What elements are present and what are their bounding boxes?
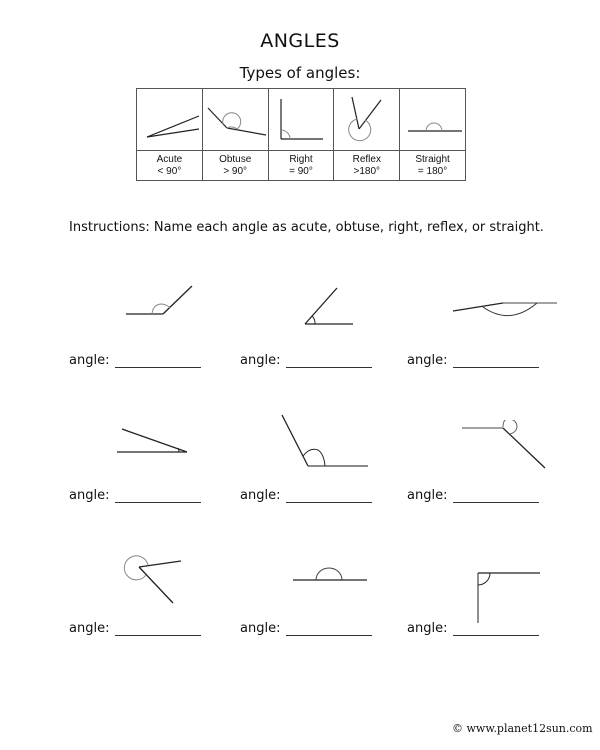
subtitle: Types of angles: xyxy=(239,64,361,82)
exercise-6-reflex-angle-figure xyxy=(460,420,555,475)
answer-field-1: angle: xyxy=(69,353,201,368)
answer-field-6: angle: xyxy=(407,488,539,503)
answer-field-7: angle: xyxy=(69,621,201,636)
answer-field-4: angle: xyxy=(69,488,201,503)
type-reflex: Reflex >180° xyxy=(334,89,400,180)
page-title: ANGLES xyxy=(260,30,340,52)
answer-field-8: angle: xyxy=(240,621,372,636)
exercise-9-right-angle-figure xyxy=(470,565,545,625)
acute-angle-icon xyxy=(137,89,203,150)
type-obtuse: Obtuse > 90° xyxy=(203,89,269,180)
answer-field-3: angle: xyxy=(407,353,539,368)
answer-field-2: angle: xyxy=(240,353,372,368)
exercise-4-acute-angle-figure xyxy=(110,420,190,460)
exercise-7-reflex-angle-figure xyxy=(120,550,190,605)
exercise-3-reflex-angle-figure xyxy=(450,290,560,320)
answer-blank[interactable] xyxy=(286,623,372,636)
answer-blank[interactable] xyxy=(453,355,539,368)
footer-copyright: © www.planet12sun.com xyxy=(452,722,593,735)
answer-field-5: angle: xyxy=(240,488,372,503)
type-acute: Acute < 90° xyxy=(137,89,203,180)
answer-blank[interactable] xyxy=(453,623,539,636)
straight-angle-icon xyxy=(400,89,466,150)
answer-blank[interactable] xyxy=(286,490,372,503)
answer-blank[interactable] xyxy=(286,355,372,368)
type-straight: Straight = 180° xyxy=(400,89,465,180)
obtuse-angle-icon xyxy=(203,89,269,150)
exercise-8-straight-angle-figure xyxy=(290,565,370,585)
answer-blank[interactable] xyxy=(453,490,539,503)
exercise-5-obtuse-angle-figure xyxy=(280,412,370,472)
right-angle-icon xyxy=(269,89,335,150)
answer-field-9: angle: xyxy=(407,621,539,636)
type-right: Right = 90° xyxy=(269,89,335,180)
exercise-1-obtuse-angle-figure xyxy=(120,280,200,320)
answer-blank[interactable] xyxy=(115,490,201,503)
answer-blank[interactable] xyxy=(115,355,201,368)
angle-types-table xyxy=(136,88,466,181)
exercise-2-acute-angle-figure xyxy=(300,285,360,330)
answer-blank[interactable] xyxy=(115,623,201,636)
instructions: Instructions: Name each angle as acute, obtuse, right, reflex, or straight. xyxy=(69,220,544,235)
reflex-angle-icon xyxy=(334,89,400,150)
